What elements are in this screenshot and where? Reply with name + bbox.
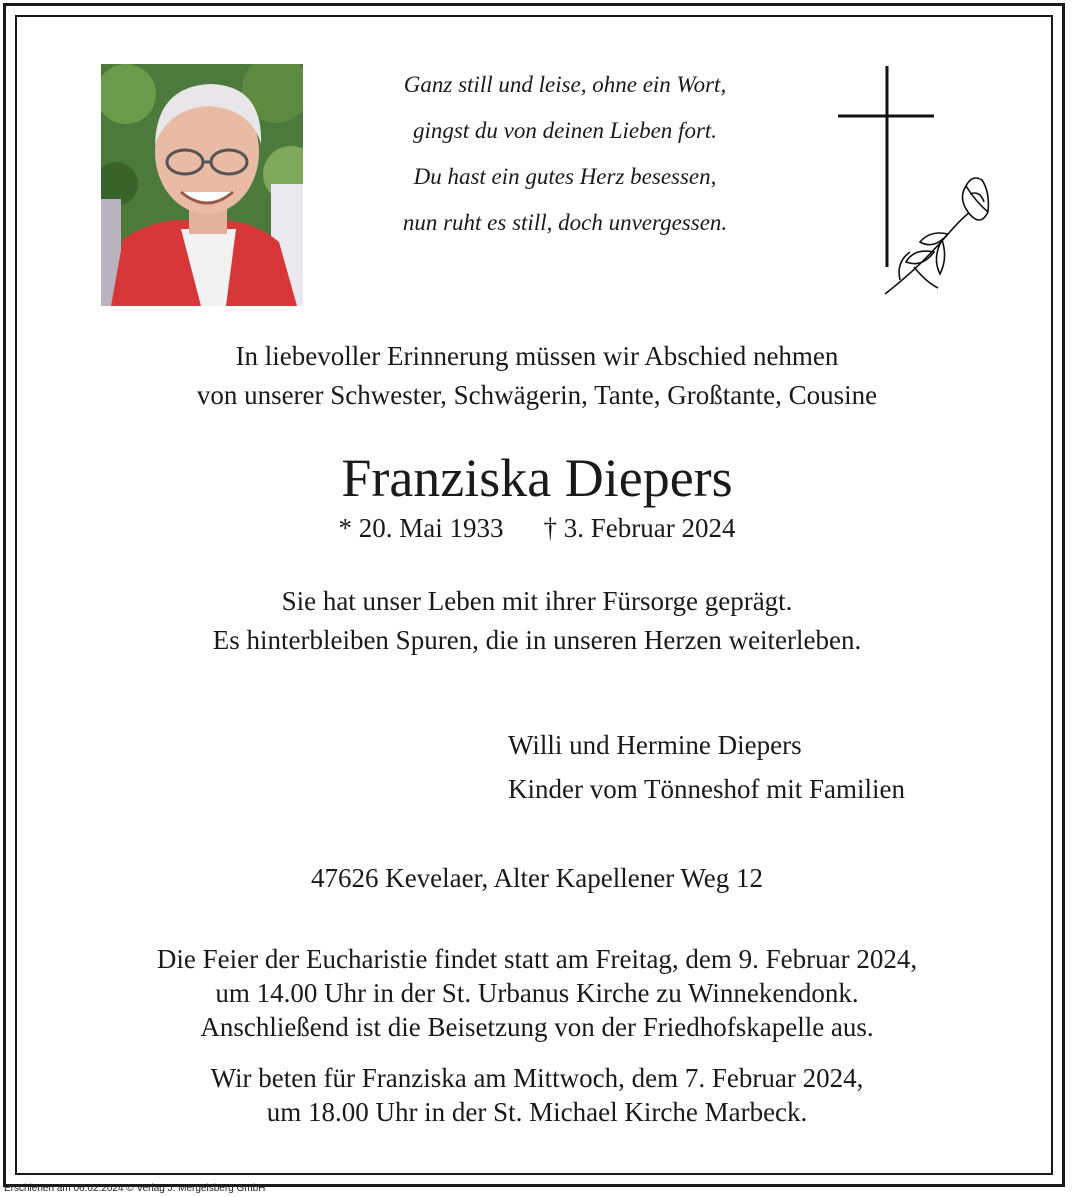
poem [330,62,800,246]
prayer-line: um 18.00 Uhr in der St. Michael Kirche Marbeck. [266,1097,808,1127]
tribute-line: Sie hat unser Leben mit ihrer Fürsorge geprägt. [281,586,793,616]
life-dates [30,510,1044,546]
intro-line: In liebevoller Erinnerung müssen wir Abschied nehmen [235,341,839,371]
service-line: um 14.00 Uhr in der St. Urbanus Kirche zu Winnekendonk. [215,978,859,1008]
poem-line: Ganz still und leise, ohne ein Wort, [403,72,727,97]
prayer-line: Wir beten für Franziska am Mittwoch, dem 7. Februar 2024, [210,1063,864,1093]
cross-icon [838,66,934,267]
poem-line: nun ruht es still, doch unvergessen. [402,210,728,235]
tribute-line: Es hinterbleiben Spuren, die in unseren Herzen weiterleben. [212,625,862,655]
tribute-text [30,582,1044,660]
publication-footer: Erschienen am 06.02.2024 © Verlag J. Mergelsberg GmbH [4,1183,266,1194]
birth-date: * 20. Mai 1933 [338,513,504,543]
cross-with-rose [830,62,1000,302]
prayer-info [30,1061,1044,1129]
rose-icon [885,178,988,294]
service-info [30,942,1044,1044]
deceased-name: Franziska Diepers [341,448,733,508]
service-line: Anschließend ist die Beisetzung von der Friedhofskapelle aus. [200,1012,874,1042]
portrait-photo [101,64,303,306]
address: 47626 Kevelaer, Alter Kapellener Weg 12 [310,863,764,893]
mourners [508,723,1028,811]
portrait-image [101,64,303,306]
mourner-line: Willi und Hermine Diepers [508,730,802,760]
mourner-line: Kinder vom Tönneshof mit Familien [508,774,905,804]
poem-line: gingst du von deinen Lieben fort. [412,118,718,143]
death-date: † 3. Februar 2024 [543,513,736,543]
intro-line: von unserer Schwester, Schwägerin, Tante, Großtante, Cousine [196,380,878,410]
intro-text [30,337,1044,415]
poem-line: Du hast ein gutes Herz besessen, [413,164,717,189]
service-line: Die Feier der Eucharistie findet statt am Freitag, dem 9. Februar 2024, [156,944,918,974]
